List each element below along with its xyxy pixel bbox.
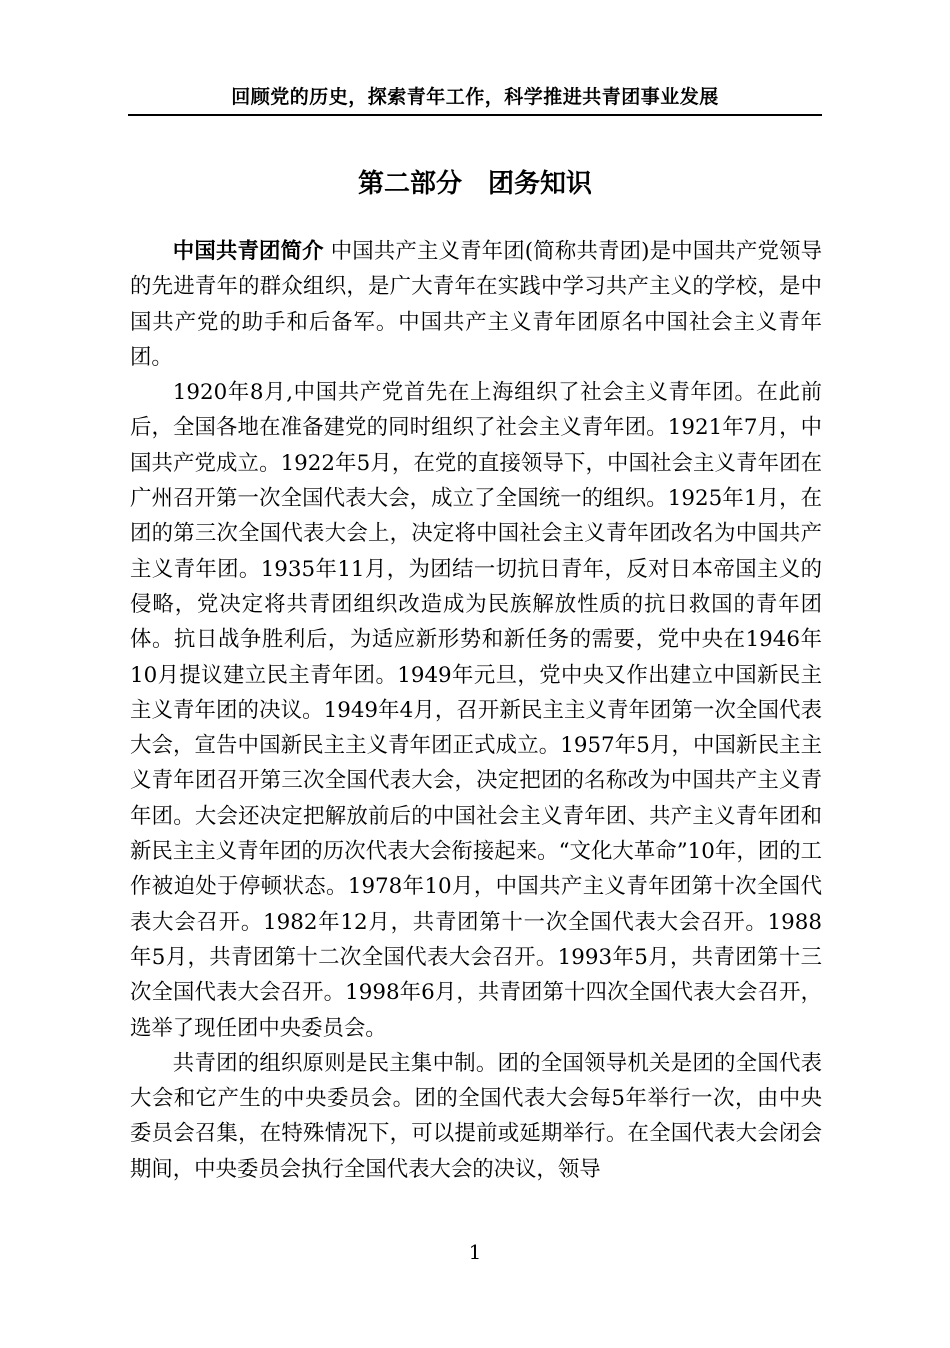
paragraph-organization (130, 1046, 822, 1187)
paragraph-intro (130, 234, 822, 375)
page-number: 1 (468, 1240, 482, 1264)
paragraph-text: 中国共产主义青年团(简称共青团)是中国共产党领导的先进青年的群众组织，是广大青年在实践中学习共产主义的学校，是中国共产党的助手和后备军。中国共产主义青年团原名中国社会主义青年团。 (130, 239, 822, 370)
running-header-title: 回顾党的历史，探索青年工作，科学推进共青团事业发展 (231, 86, 719, 108)
paragraph-text: 1920年8月,中国共产党首先在上海组织了社会主义青年团。在此前后，全国各地在准备建党的同时组织了社会主义青年团。1921年7月，中国共产党成立。1922年5月，在党的直接领导下，中国社会主义青年团在广州召开第一次全国代表大会，成立了全国统一的组织。1925年1月，在团的第三次全国代表大会上，决定将中国社会主义青年团改名为中国共产主义青年团。1935年11月，为团结一切抗日青年，反对日本帝国主义的侵略，党决定将共青团组织改造成为民族解放性质的抗日救国的青年团体。抗日战争胜利后，为适应新形势和新任务的需要，党中央在1946年10月提议建立民主青年团。1949年元旦，党中央又作出建立中国新民主主义青年团的决议。1949年4月，召开新民主主义青年团第一次全国代表大会，宣告中国新民主主义青年团正式成立。1957年5月，中国新民主主义青年团召开第三次全国代表大会，决定把团的名称改为中国共产主义青年团。大会还决定把解放前后的中国社会主义青年团、共产主义青年团和新民主主义青年团的历次代表大会衔接起来。“文化大革命”10年，团的工作被迫处于停顿状态。1978年10月，中国共产主义青年团第十次全国代表大会召开。1982年12月，共青团第十一次全国代表大会召开。1988年5月，共青团第十二次全国代表大会召开。1993年5月，共青团第十三次全国代表大会召开。1998年6月，共青团第十四次全国代表大会召开，选举了现任团中央委员会。 (130, 380, 822, 1041)
document-body (130, 234, 822, 1187)
paragraph-text: 共青团的组织原则是民主集中制。团的全国领导机关是团的全国代表大会和它产生的中央委员会。团的全国代表大会每5年举行一次，由中央委员会召集，在特殊情况下，可以提前或延期举行。在全国代表大会闭会期间，中央委员会执行全国代表大会的决议，领导 (130, 1050, 822, 1182)
paragraph-history (130, 375, 822, 1046)
running-header (128, 82, 822, 116)
section-title: 第二部分 团务知识 (357, 169, 592, 199)
paragraph-lead-heading: 中国共青团简介 (172, 239, 324, 264)
